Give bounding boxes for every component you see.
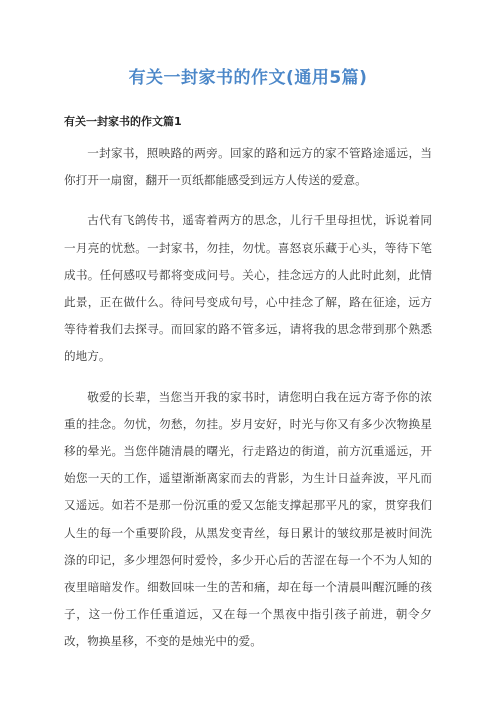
paragraph-1: 一封家书，照映路的两旁。回家的路和远方的家不管路途遥远，当你打开一扇窗，翻开一页纸都能感受到远方人传送的爱意。 [64, 146, 432, 188]
paragraph-2: 古代有飞鸽传书，遥寄着两方的思念，儿行千里母担忧，诉说着同一月亮的忧愁。一封家书，勿挂，勿忧。喜怒哀乐藏于心头，等待下笔成书。任何感叹号都将变成问号。关心，挂念远方的人此时此刻，此情此景，正在做什么。待问号变成句号，心中挂念了解，路在征途，远方等待着我们去探寻。而回家的路不管多远，请将我的思念带到那个熟悉的地方。 [64, 213, 432, 364]
section-heading: 有关一封家书的作文篇1 [64, 115, 182, 128]
paragraph-3: 敬爱的长辈，当您当开我的家书时，请您明白我在远方寄予你的浓重的挂念。勿忧，勿愁，勿挂。岁月安好，时光与你又有多少次物换星移的晕光。当您伴随清晨的曙光，行走路边的街道，前方沉重遥远，开始您一天的工作，遥望渐渐离家而去的背影，为生计日益奔波，平凡而又遥远。如若不是那一份沉重的爱又怎能支撑起那平凡的家，贯穿我们人生的每一个重要阶段，从黑发变青丝，每日累计的皱纹那是被时间洗涤的印记，多少埋怨何时爱怜，多少开心后的苦涩在每一个不为人知的夜里暗暗发作。细数回味一生的苦和痛，却在每一个清晨叫醒沉睡的孩子，这一份工作任重道远，又在每一个黑夜中指引孩子前进，朝令夕改，物换星移，不变的是烛光中的爱。 [64, 389, 432, 649]
document-title: 有关一封家书的作文(通用5篇) [128, 68, 368, 88]
